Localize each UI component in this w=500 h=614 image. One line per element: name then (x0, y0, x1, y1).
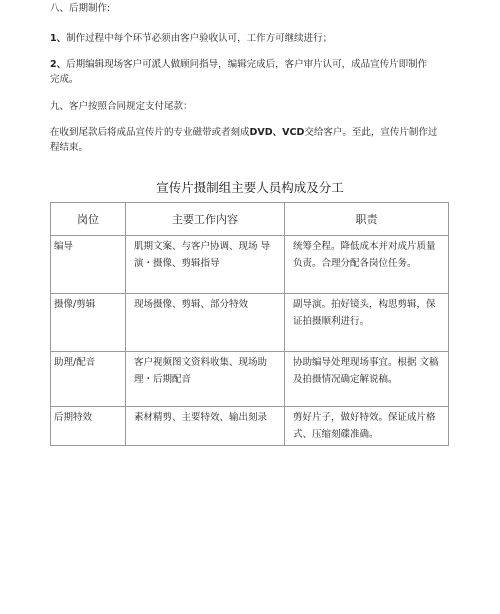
cell-line: 及拍摄情况确定解说稿。 (293, 374, 398, 385)
roles-table (50, 202, 449, 446)
format-names: DVD、VCD (249, 127, 305, 138)
cell-line: 证拍摄顺利进行。 (293, 316, 370, 327)
role-cell: 助理/配音 (51, 352, 126, 407)
duty-cell (285, 294, 449, 352)
item-number: 2、 (50, 59, 67, 70)
cell-line: 演・摄像、剪辑指导 (134, 258, 220, 269)
cell-line: 肌期文案、与客户协调、现场 导 (134, 241, 271, 252)
paragraph-text: 交给客户。至此，宣传片制作过 (304, 127, 438, 138)
duty-cell (285, 407, 449, 446)
header-role: 岗位 (51, 203, 126, 236)
table-row (51, 352, 449, 407)
section-8-item-2-line-2: 完成。 (50, 74, 79, 85)
cell-line: 副导演。拍好镜头，构思剪辑，保 (293, 299, 436, 310)
duty-cell (285, 352, 449, 407)
table-row (51, 294, 449, 352)
work-cell (126, 407, 285, 446)
table-title: 宣传片摄制组主要人员构成及分工 (156, 180, 344, 195)
duty-cell (285, 236, 449, 294)
cell-line: 客户视频图文资料收集、现场助 (134, 357, 268, 368)
cell-line: 负责。合理分配各岗位任务。 (293, 258, 417, 269)
section-8-item-1 (50, 32, 332, 45)
header-work: 主要工作内容 (126, 203, 285, 236)
cell-line: 式、压缩刻碟准确。 (293, 429, 379, 440)
cell-line: 统筹全程。降低成本并对成片质量 (293, 241, 436, 252)
section-9-heading: 九、客户按照合同规定支付尾款： (50, 101, 193, 112)
paragraph-text: 在收到尾款后将成品宣传片的专业磁带或者刻成 (50, 127, 250, 138)
header-duty: 职责 (285, 203, 449, 236)
section-9-paragraph-line-1 (50, 126, 437, 139)
cell-line: 理・后期配音 (134, 374, 192, 385)
role-cell: 后期特效 (51, 407, 126, 446)
role-cell: 摄像/剪辑 (51, 294, 126, 352)
work-cell (126, 236, 285, 294)
item-text: 后期编辑现场客户可派人做顾问指导，编辑完成后，客户审片认可，成品宣传片即制作 (66, 59, 428, 70)
cell-line: 素材精剪、主要特效、输出刻录 (134, 412, 268, 423)
cell-line: 协助编导处理现场事宜。根据 文稿 (293, 357, 439, 368)
cell-line: 现场摄像、剪辑、部分特效 (134, 299, 249, 310)
work-cell (126, 294, 285, 352)
table-header-row (51, 203, 449, 236)
section-8-item-2-line-1 (50, 58, 427, 71)
section-8-heading: 八、后期制作: (50, 3, 111, 14)
table-row (51, 236, 449, 294)
role-cell: 编导 (51, 236, 126, 294)
item-number: 1、 (50, 33, 67, 44)
cell-line: 剪好片子，做好特效。保证成片格 (293, 412, 436, 423)
section-9-paragraph-line-2: 程结束。 (50, 142, 89, 153)
work-cell (126, 352, 285, 407)
table-row (51, 407, 449, 446)
item-text: 制作过程中每个环节必须由客户验收认可，工作方可继续进行； (66, 33, 333, 44)
